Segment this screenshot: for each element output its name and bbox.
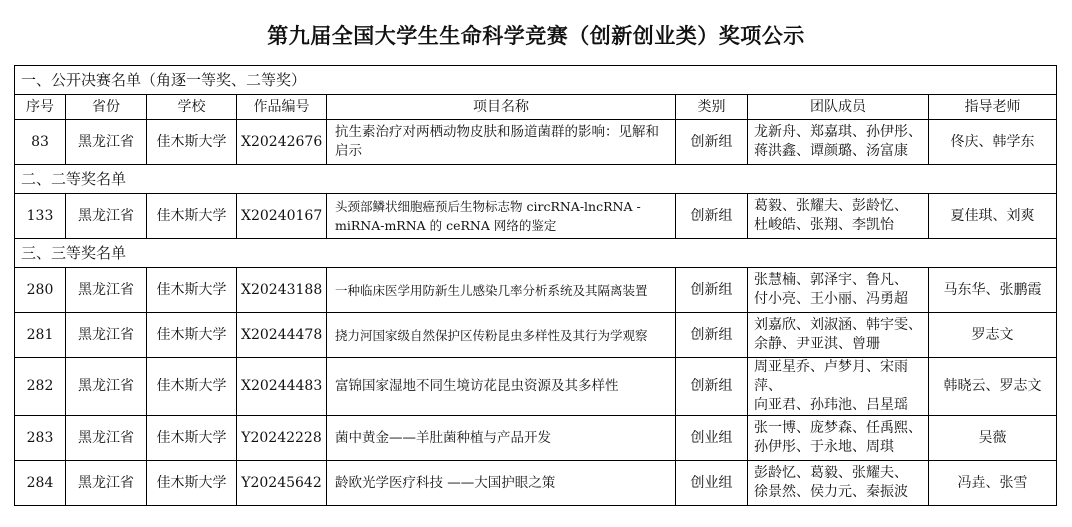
advisor: 冯垚、张雪 <box>929 461 1057 506</box>
province: 黑龙江省 <box>66 416 147 461</box>
school: 佳木斯大学 <box>147 358 237 416</box>
team-members: 张一博、庞梦森、任禹熙、 孙伊彤、于永地、周琪 <box>748 416 929 461</box>
advisor: 韩晓云、罗志文 <box>929 358 1057 416</box>
serial-number: 284 <box>15 461 66 506</box>
serial-number: 283 <box>15 416 66 461</box>
category: 创业组 <box>676 461 748 506</box>
team-members: 周亚星乔、卢梦月、宋雨萍、 向亚君、孙玮池、吕星瑶 <box>748 358 929 416</box>
category: 创新组 <box>676 358 748 416</box>
header-cell: 序号 <box>15 95 66 120</box>
advisor: 罗志文 <box>929 313 1057 358</box>
project-name: 一种临床医学用防新生儿感染几率分析系统及其隔离装置 <box>327 268 676 313</box>
project-name: 富锦国家湿地不同生境访花昆虫资源及其多样性 <box>327 358 676 416</box>
table-row <box>15 313 1057 358</box>
header-cell: 省份 <box>66 95 147 120</box>
header-cell: 项目名称 <box>327 95 676 120</box>
school: 佳木斯大学 <box>147 313 237 358</box>
header-cell: 学校 <box>147 95 237 120</box>
school: 佳木斯大学 <box>147 268 237 313</box>
advisor: 佟庆、韩学东 <box>929 120 1057 165</box>
project-name: 头颈部鳞状细胞癌预后生物标志物 circRNA-lncRNA -miRNA-mRNA 的 ceRNA 网络的鉴定 <box>327 194 676 239</box>
province: 黑龙江省 <box>66 268 147 313</box>
serial-number: 282 <box>15 358 66 416</box>
school: 佳木斯大学 <box>147 416 237 461</box>
table-header-row <box>15 95 1057 120</box>
header-cell: 团队成员 <box>748 95 929 120</box>
table-row <box>15 358 1057 416</box>
section-label: 一、公开决赛名单（角逐一等奖、二等奖） <box>15 66 1057 95</box>
province: 黑龙江省 <box>66 461 147 506</box>
serial-number: 280 <box>15 268 66 313</box>
entry-code: X20244483 <box>237 358 327 416</box>
table-row <box>15 416 1057 461</box>
entry-code: X20243188 <box>237 268 327 313</box>
entry-code: X20244478 <box>237 313 327 358</box>
header-cell: 类别 <box>676 95 748 120</box>
header-cell: 作品编号 <box>237 95 327 120</box>
serial-number: 281 <box>15 313 66 358</box>
serial-number: 83 <box>15 120 66 165</box>
school: 佳木斯大学 <box>147 194 237 239</box>
team-members: 龙新舟、郑嘉琪、孙伊彤、 蒋洪鑫、谭颜璐、汤富康 <box>748 120 929 165</box>
entry-code: Y20245642 <box>237 461 327 506</box>
advisor: 马东华、张鹏霞 <box>929 268 1057 313</box>
province: 黑龙江省 <box>66 194 147 239</box>
advisor: 吴薇 <box>929 416 1057 461</box>
category: 创新组 <box>676 194 748 239</box>
project-name: 挠力河国家级自然保护区传粉昆虫多样性及其行为学观察 <box>327 313 676 358</box>
team-members: 张慧楠、郭泽宇、鲁凡、 付小亮、王小丽、冯勇超 <box>748 268 929 313</box>
table-row <box>15 194 1057 239</box>
school: 佳木斯大学 <box>147 120 237 165</box>
table-row <box>15 120 1057 165</box>
serial-number: 133 <box>15 194 66 239</box>
category: 创新组 <box>676 268 748 313</box>
team-members: 葛毅、张耀夫、彭龄忆、 杜峻皓、张翔、李凯怡 <box>748 194 929 239</box>
category: 创新组 <box>676 313 748 358</box>
advisor: 夏佳琪、刘爽 <box>929 194 1057 239</box>
entry-code: X20240167 <box>237 194 327 239</box>
award-table <box>14 65 1057 506</box>
category: 创新组 <box>676 120 748 165</box>
province: 黑龙江省 <box>66 120 147 165</box>
header-cell: 指导老师 <box>929 95 1057 120</box>
project-name: 菌中黄金——羊肚菌种植与产品开发 <box>327 416 676 461</box>
project-name: 抗生素治疗对两栖动物皮肤和肠道菌群的影响：见解和启示 <box>327 120 676 165</box>
table-row <box>15 461 1057 506</box>
entry-code: X20242676 <box>237 120 327 165</box>
section-label: 三、三等奖名单 <box>15 239 1057 268</box>
section-label: 二、二等奖名单 <box>15 165 1057 194</box>
table-row <box>15 268 1057 313</box>
entry-code: Y20242228 <box>237 416 327 461</box>
category: 创业组 <box>676 416 748 461</box>
page-title: 第九届全国大学生生命科学竞赛（创新创业类）奖项公示 <box>267 24 805 48</box>
school: 佳木斯大学 <box>147 461 237 506</box>
province: 黑龙江省 <box>66 358 147 416</box>
team-members: 彭龄忆、葛毅、张耀夫、 徐景然、侯力元、秦振波 <box>748 461 929 506</box>
team-members: 刘嘉欣、刘淑涵、韩宇雯、 余静、尹亚淇、曾珊 <box>748 313 929 358</box>
province: 黑龙江省 <box>66 313 147 358</box>
project-name: 龄欧光学医疗科技 ——大国护眼之策 <box>327 461 676 506</box>
